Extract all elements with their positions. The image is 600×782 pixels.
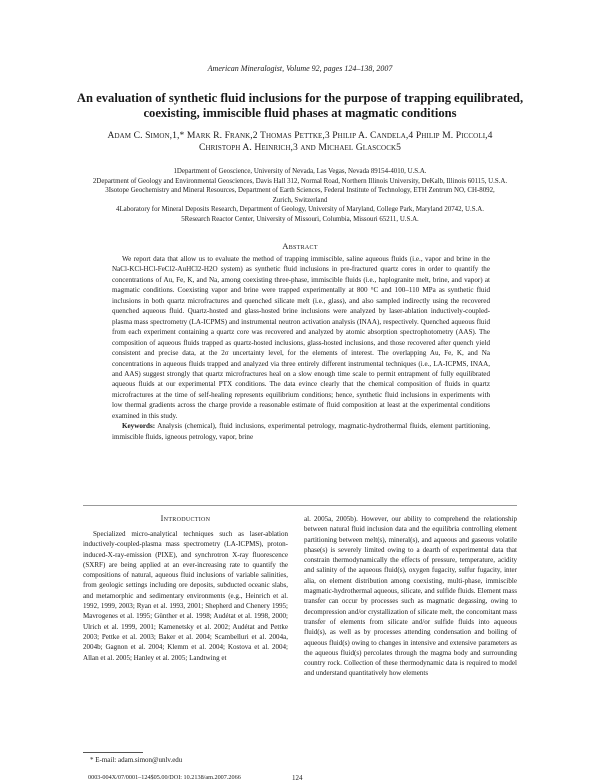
intro-right-column — [304, 514, 517, 679]
abstract-body — [112, 254, 490, 442]
intro-right-text: al. 2005a, 2005b). However, our ability to comprehend the relationship between natural fluid inclusion data and the equilibria controlling element partitioning between melt(s), mineral(s), and aqueous and gaseous volatile phase(s) is severely limited owing to a dearth of experimental data that constrain thermodynamically the effects of pressure, temperature, acidity and salinity of the aqueous fluid(s), oxygen fugacity, sulfur fugacity, inter alia, on element distribution among coexisting, multi-phase, immiscible magmatic-hydrothermal aqueous, silicate, and sulfide fluids. Element mass transfer can occur by processes such as magmatic degassing, owing to decompression and/or crystallization of silicate melt, the concomitant mass transfer of elements from silicate and/or sulfide fluids into aqueous fluid(s), as well as by processes attending condensation and boiling of aqueous fluid(s) owing to changes in intensive and extensive parameters as the aqueous fluid(s) percolates through the magma body and surrounding country rock. Collection of these thermodynamic data is required to model and understand quantitatively how elements — [304, 515, 517, 678]
affiliation-4: 4Laboratory for Mineral Deposits Research, Department of Geology, University of Maryland, College Park, Maryland 20742, U.S.A. — [116, 206, 484, 214]
abstract-text: We report data that allow us to evaluate the method of trapping immiscible, saline aqueous fluids (i.e., vapor and brine in the NaCl-KCl-HCl-FeCl2-AuHCl2-H2O system) as synthetic fluid inclusions in pre-fractured quartz cores in order to quantify the concentrations of Au, Fe, K, and Na, among coexisting three-phase, immiscible fluids (i.e., haplogranite melt, brine, and vapor) at magmatic conditions. Coexisting vapor and brine were trapped experimentally at 800 °C and 100–110 MPa as synthetic fluid inclusions in both quartz microfractures and quenched silicate melt (i.e., glass), and also sampled indirectly using the recovered quenched aqueous fluid. Quartz-hosted and glass-hosted brine inclusions were analyzed by laser-ablation inductively-coupled-plasma mass spectrometry (LA-ICPMS) and instrumental neutron activation analysis (INAA), respectively. Quenched aqueous fluid from each experiment containing a quartz core was recovered and analyzed by atomic absorption spectrophotometry (AAS). The composition of aqueous fluids trapped as quartz-hosted inclusions, glass-hosted inclusions, and those recovered after quench yield consistent and precise data, at the 2σ uncertainty level, for the elements of interest. The overlapping Au, Fe, K, and Na concentrations in aqueous fluids trapped and analyzed via three entirely different instrumental techniques (i.e., LA-ICPMS, INAA, and AAS) suggest strongly that quartz microfractures heal on a slow enough time scale to permit entrapment of fully equilibrated aqueous fluids at our experimental PTX conditions. The data evince clearly that the chemical composition of fluids in quartz microfractures at the time of self-healing represents equilibrium conditions; hence, synthetic fluid inclusions in experiments with low thermal gradients across the charge provide a reasonable estimate of fluid composition at least at the experimental conditions examined in this study. — [112, 255, 490, 420]
affiliation-5: 5Research Reactor Center, University of Missouri, Columbia, Missouri 65211, U.S.A. — [181, 215, 419, 223]
authors-line-2: Christoph A. Heinrich,3 and Michael Glascock5 — [198, 142, 402, 153]
page-number: 124 — [292, 774, 303, 782]
affiliation-3-cont: Zurich, Switzerland — [272, 196, 328, 204]
keywords — [112, 421, 490, 442]
paper-title: An evaluation of synthetic fluid inclusions for the purpose of trapping equilibrated, coexisting, immiscible fluid phases at magmatic conditions — [76, 91, 524, 120]
affiliation-3: 3Isotope Geochemistry and Mineral Resources, Department of Earth Sciences, Federal Institute of Technology, ETH Zentrum NO, CH-8092, — [105, 187, 495, 195]
keywords-text: Analysis (chemical), fluid inclusions, experimental petrology, magmatic-hydrothermal fluids, element partitioning, immiscible fluids, igneous petrology, vapor, brine — [112, 422, 490, 441]
intro-left-column — [83, 529, 288, 663]
author-list — [60, 130, 540, 154]
footnote: * E-mail: adam.simon@unlv.edu — [90, 756, 183, 764]
keywords-label: Keywords: — [122, 422, 156, 431]
journal-citation: American Mineralogist, Volume 92, pages 124–138, 2007 — [207, 64, 393, 73]
affiliation-1: 1Department of Geoscience, University of Nevada, Las Vegas, Nevada 89154-4010, U.S.A. — [173, 168, 427, 175]
authors-line-1: Adam C. Simon,1,* Mark R. Frank,2 Thomas Pettke,3 Philip A. Candela,4 Philip M. Piccoli,4 — [107, 130, 493, 141]
affiliations — [68, 167, 532, 225]
affiliation-2: 2Department of Geology and Environmental Geosciences, Davis Hall 312, Normal Road, Northern Illinois University, DeKalb, Illinois 60115, U.S.A. — [92, 177, 508, 185]
intro-left-text: Specialized micro-analytical techniques such as laser-ablation inductively-coupled-plasma mass spectrometry (LA-ICPMS), proton-induced-X-ray-emission (PIXE), and synchrotron X-ray fluorescence (SXRF) are being applied at an ever-increasing rate to quantify the compositions of natural, aqueous fluid inclusions of variable salinities, from geologic settings including ore deposits, subducted oceanic slabs, and metamorphic and sedimentary environments (e.g., Heinrich et al. 1992, 1999, 2003; Ryan et al. 1993, 2001; Shepherd and Chenery 1995; Mavrogenes et al. 1995; Günther et al. 1998; Audétat et al. 1998, 2000; Ulrich et al. 1999, 2001; Kamenetsky et al. 2002; Audétat and Pettke 2003; Pettke et al. 2003; Baker et al. 2004; Scambelluri et al. 2004a, 2004b; Gagnon et al. 2004; Klemm et al. 2004; Kostova et al. 2004; Allan et al. 2005; Hanley et al. 2005; Landtwing et — [83, 530, 288, 662]
abstract-heading: Abstract — [282, 241, 318, 251]
section-divider — [83, 505, 517, 506]
doi-footer: 0003-004X/07/0001–124$05.00/DOI: 10.2138/am.2007.2066 — [88, 774, 241, 781]
footnote-rule — [83, 752, 143, 753]
introduction-heading: Introduction — [160, 514, 211, 523]
